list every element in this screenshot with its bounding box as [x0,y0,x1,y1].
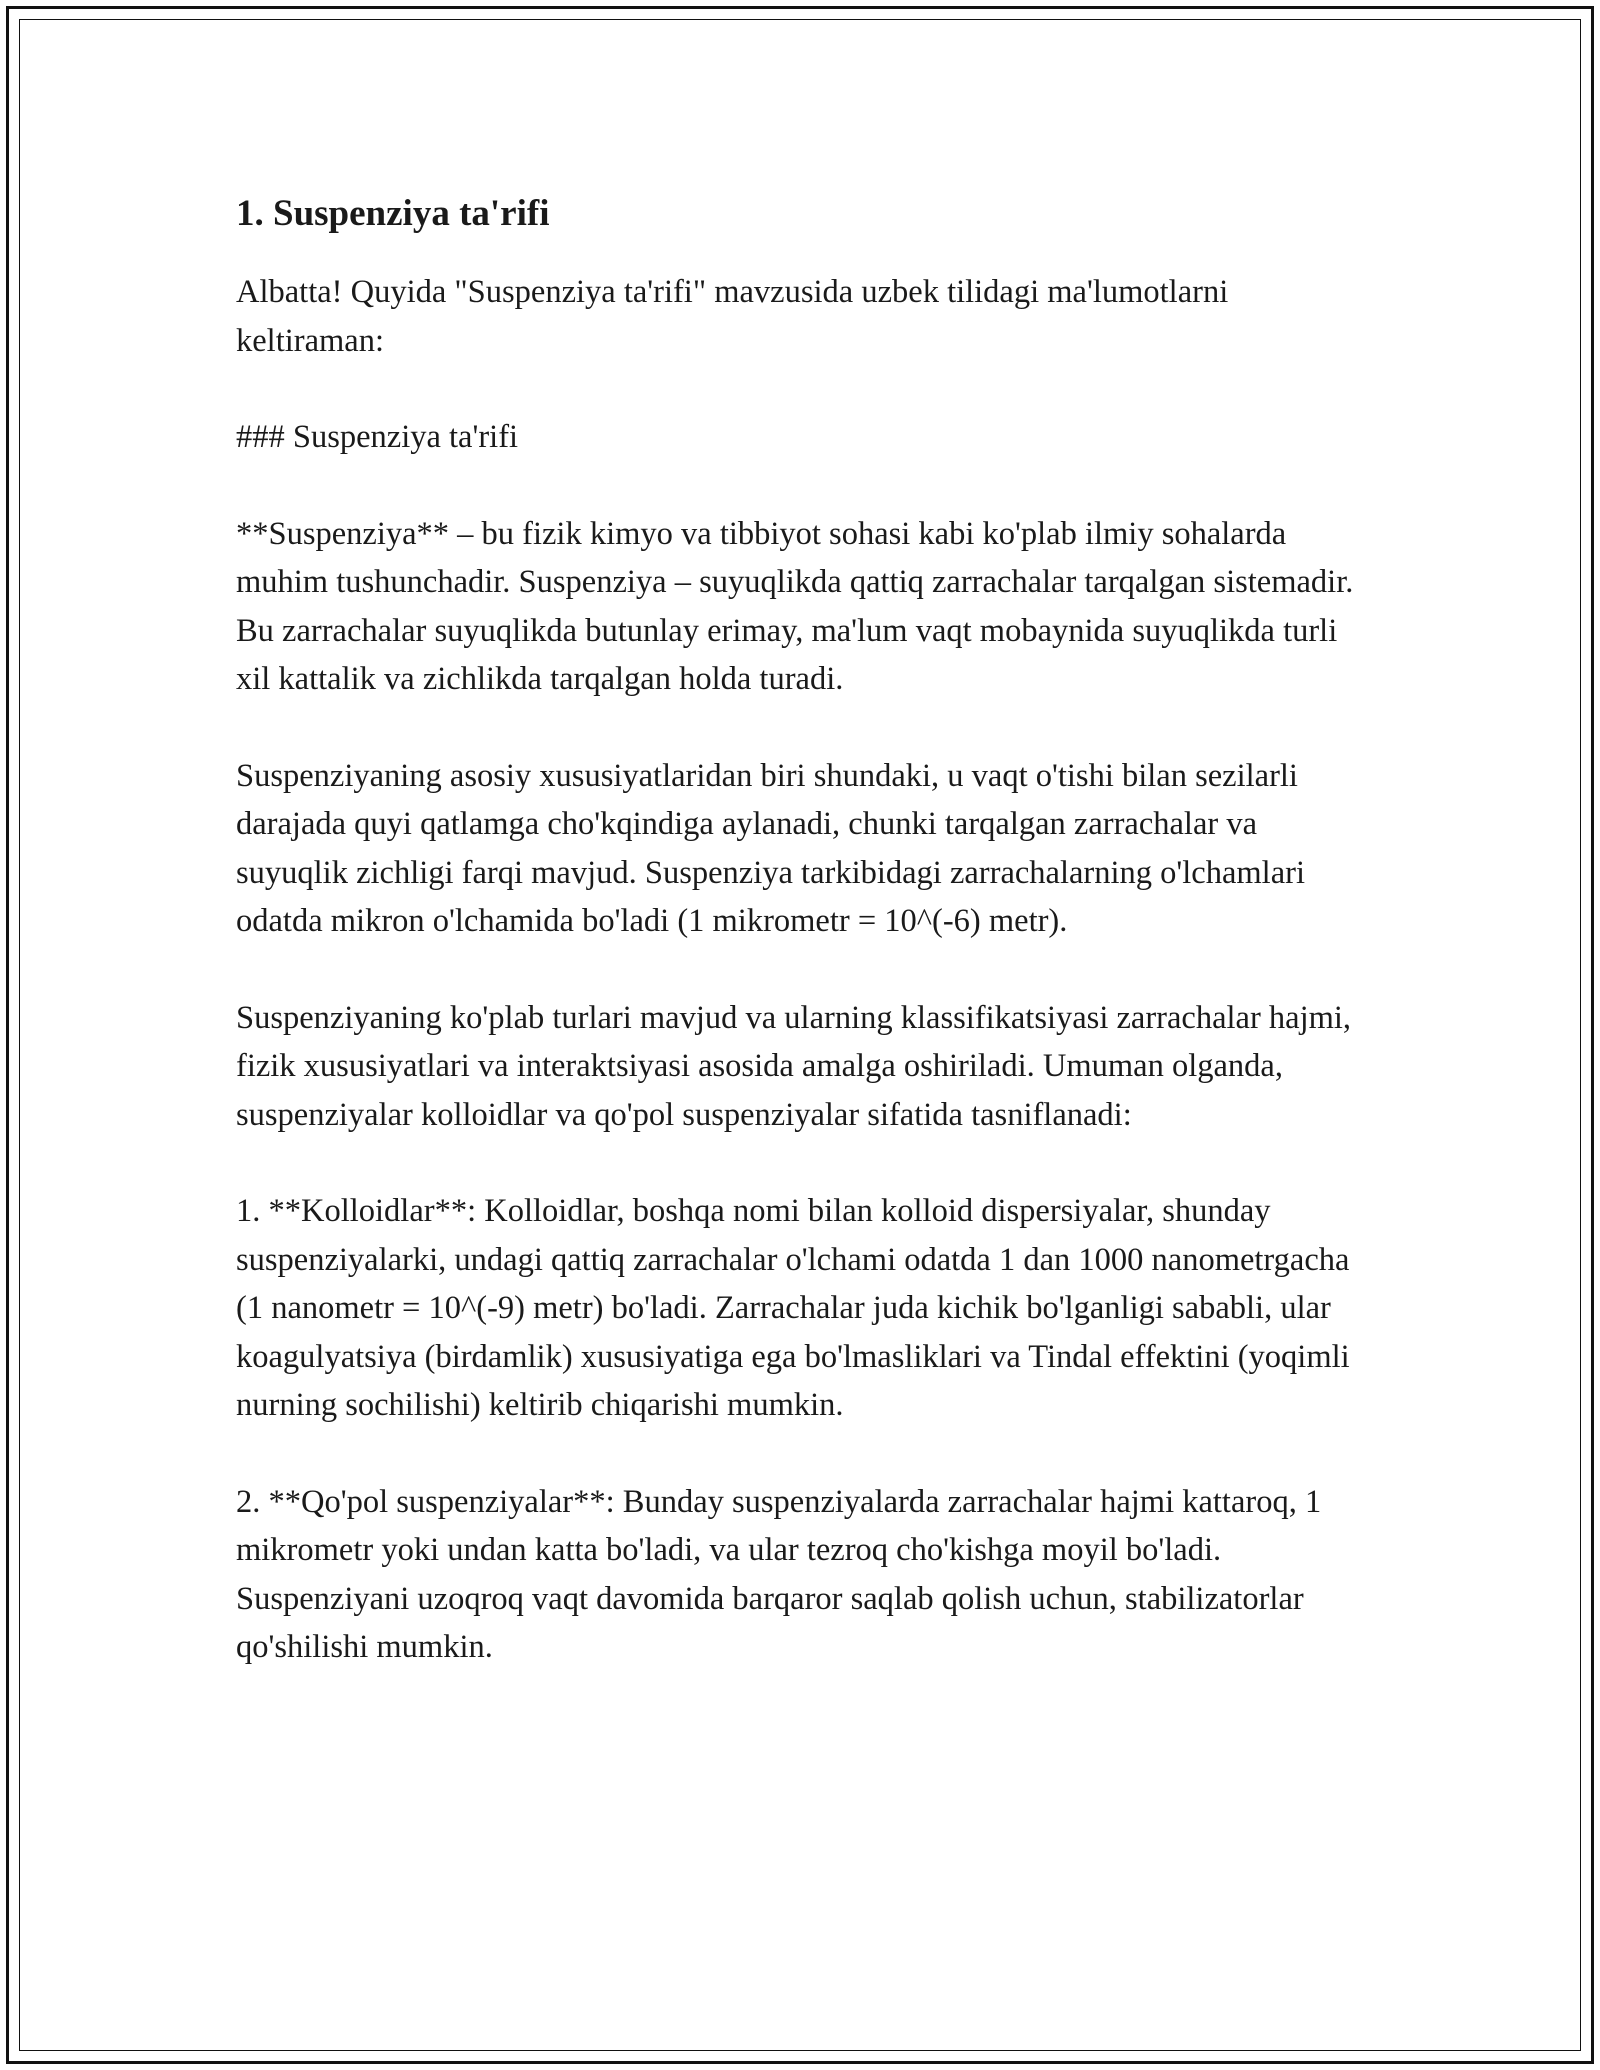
document-body [236,186,1376,1720]
definition-paragraph: **Suspenziya** – bu fizik kimyo va tibbiyot sohasi kabi ko'plab ilmiy sohalarda muhim tushunchadir. Suspenziya – suyuqlikda qattiq zarrachalar tarqalgan sistemadir. Bu zarrachalar suyuqlikda butunlay erimay, ma'lum vaqt mobaynida suyuqlikda turli xil kattalik va zichlikda tarqalgan holda turadi. [236,515,1354,697]
properties-paragraph: Suspenziyaning asosiy xususiyatlaridan biri shundaki, u vaqt o'tishi bilan sezilarli darajada quyi qatlamga cho'kqindiga aylanadi, chunki tarqalgan zarrachalar va suyuqlik zichligi farqi mavjud. Suspenziya tarkibidagi zarrachalarning o'lchamlari odatda mikron o'lchamida bo'ladi (1 mikrometr = 10^(-6) metr). [236,757,1305,939]
intro-paragraph: Albatta! Quyida "Suspenziya ta'rifi" mavzusida uzbek tilidagi ma'lumotlarni keltiraman: [236,274,1229,359]
section-heading: 1. Suspenziya ta'rifi [236,193,550,234]
classification-paragraph: Suspenziyaning ko'plab turlari mavjud va ularning klassifikatsiyasi zarrachalar hajmi, fizik xususiyatlari va interaktsiyasi asosida amalga oshiriladi. Umuman olganda, suspenziyalar kolloidlar va qo'pol suspenziyalar sifatida tasniflanadi: [236,999,1352,1133]
colloids-paragraph: 1. **Kolloidlar**: Kolloidlar, boshqa nomi bilan kolloid dispersiyalar, shunday suspenziyalarki, undagi qattiq zarrachalar o'lchami odatda 1 dan 1000 nanometrgacha (1 nanometr = 10^(-9) metr) bo'ladi. Zarrachalar juda kichik bo'lganligi sababli, ular koagulyatsiya (birdamlik) xususiyatiga ega bo'lmasliklari va Tindal effektini (yoqimli nurning sochilishi) keltirib chiqarishi mumkin. [236,1193,1350,1423]
subheading-paragraph: ### Suspenziya ta'rifi [236,419,519,455]
coarse-suspensions-paragraph: 2. **Qo'pol suspenziyalar**: Bunday suspenziyalarda zarrachalar hajmi kattaroq, 1 mikrometr yoki undan katta bo'ladi, va ular tezroq cho'kishga moyil bo'ladi. Suspenziyani uzoqroq vaqt davomida barqaror saqlab qolish uchun, stabilizatorlar qo'shilishi mumkin. [236,1483,1322,1665]
